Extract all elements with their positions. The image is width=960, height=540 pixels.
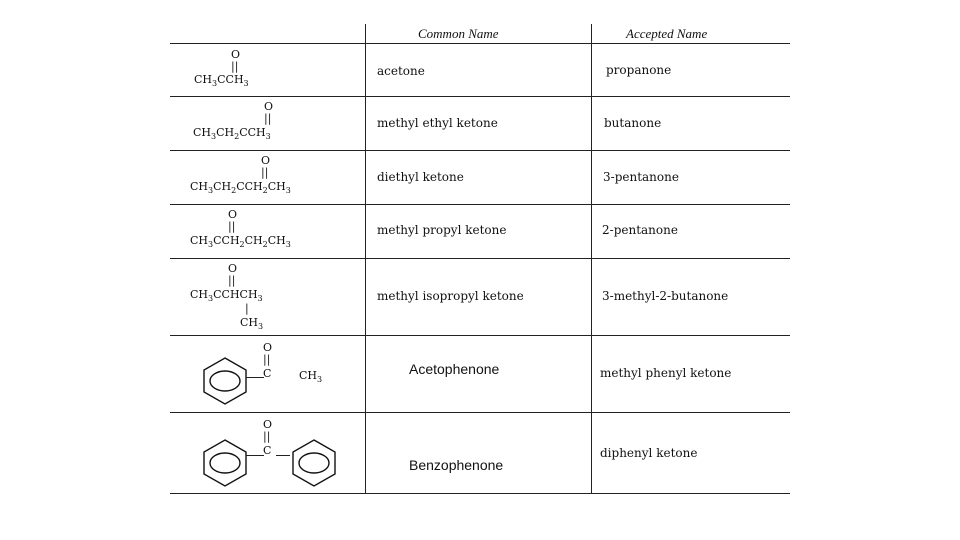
formula-acetone: O || $CH_3CCH_3$ <box>194 48 249 89</box>
bond-line <box>276 455 290 456</box>
benzene-ring-icon <box>289 438 339 488</box>
table-vertical-divider-2 <box>591 24 592 494</box>
common-name-cell: methyl isopropyl ketone <box>377 289 524 303</box>
common-name-cell: acetone <box>377 64 425 78</box>
formula-2-pentanone: O || $CH_3CCH_2CH_2CH_3$ <box>190 208 291 250</box>
header-accepted-name: Accepted Name <box>626 26 708 41</box>
bond-line <box>246 377 264 378</box>
row-rule-4 <box>170 258 790 259</box>
accepted-name-cell: diphenyl ketone <box>600 446 698 460</box>
common-name-cell: diethyl ketone <box>377 170 464 184</box>
formula-carbonyl: O || C <box>263 418 273 457</box>
table-bottom-rule <box>170 493 790 494</box>
formula-butanone: O || $CH_3CH_2CCH_3$ <box>193 100 274 142</box>
accepted-name-cell: 2-pentanone <box>602 223 678 237</box>
formula-carbonyl: O || C $CH_3$ <box>263 341 323 385</box>
accepted-name-cell: 3-methyl-2-butanone <box>602 289 729 303</box>
formula-3-methyl-2-butanone: O || $CH_3CCHCH_3$ | $CH_3$ <box>190 262 264 332</box>
benzene-ring-icon <box>200 438 250 488</box>
row-rule-5 <box>170 335 790 336</box>
common-name-cell: methyl propyl ketone <box>377 223 507 237</box>
accepted-name-cell: methyl phenyl ketone <box>600 366 732 380</box>
formula-3-pentanone: O || $CH_3CH_2CCH_2CH_3$ <box>190 154 291 196</box>
header-rule <box>170 43 790 44</box>
row-rule-2 <box>170 150 790 151</box>
bond-line <box>246 455 264 456</box>
common-name-cell: Acetophenone <box>409 361 500 377</box>
common-name-cell: Benzophenone <box>409 457 504 473</box>
accepted-name-cell: 3-pentanone <box>603 170 679 184</box>
row-rule-1 <box>170 96 790 97</box>
header-common-name: Common Name <box>418 26 499 41</box>
accepted-name-cell: propanone <box>606 63 672 77</box>
benzene-ring-icon <box>200 356 250 406</box>
row-rule-6 <box>170 412 790 413</box>
table-vertical-divider-1 <box>365 24 366 494</box>
common-name-cell: methyl ethyl ketone <box>377 116 498 130</box>
accepted-name-cell: butanone <box>604 116 662 130</box>
row-rule-3 <box>170 204 790 205</box>
